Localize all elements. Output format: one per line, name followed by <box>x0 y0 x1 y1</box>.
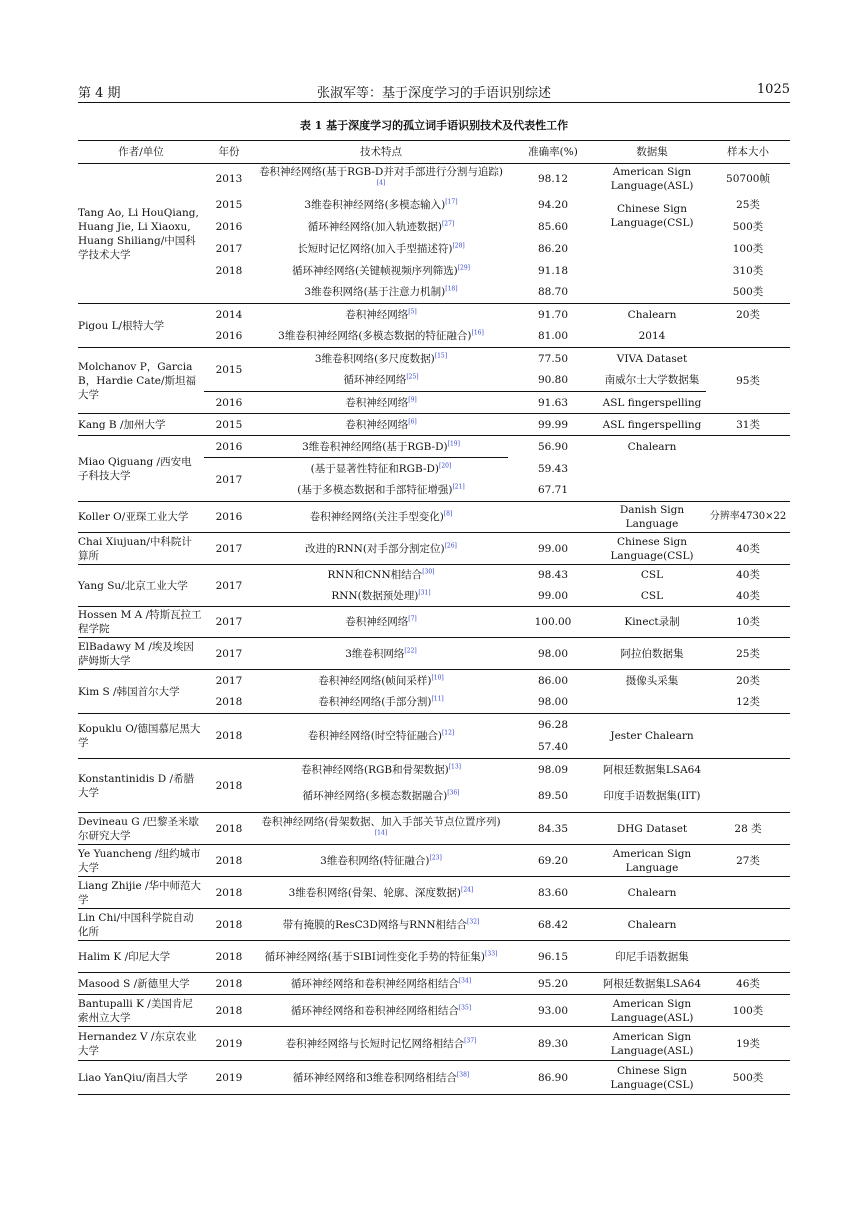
table-row <box>78 670 790 692</box>
size-cell: 50700帧 <box>706 164 790 194</box>
accuracy-cell: 88.70 <box>537 286 569 299</box>
year-cell: 2018 <box>204 813 254 845</box>
author-cell: Hossen M A /特斯瓦拉工程学院 <box>78 607 204 638</box>
accuracy-cell: 85.60 <box>537 220 569 233</box>
author-cell: Pigou L/根特大学 <box>78 304 204 348</box>
accuracy-cell: 98.00 <box>537 696 569 709</box>
dataset-cell: Chalearn <box>598 436 706 458</box>
size-cell: 100类 <box>732 242 764 255</box>
year-cell: 2016 <box>215 330 243 343</box>
author-cell: Molchanov P，Garcia B，Hardie Cate/斯坦福大学 <box>78 348 204 414</box>
page-number: 1025 <box>756 82 790 97</box>
author-cell: Lin Chi/中国科学院自动化所 <box>78 909 204 941</box>
accuracy-cell: 98.43 <box>508 565 598 586</box>
reference-link[interactable]: [7] <box>408 615 417 623</box>
dataset-cell: Jester Chalearn <box>598 714 706 759</box>
year-cell: 2018 <box>204 909 254 941</box>
dataset-cell: Chinese Sign Language(CSL) <box>610 202 694 229</box>
tech-cell: 卷积神经网络(帧间采样)[10] <box>254 670 508 692</box>
table-row <box>78 973 790 995</box>
dataset-cell: Kinect录制 <box>598 607 706 638</box>
page-header <box>78 80 790 102</box>
year-cell: 2014 <box>204 304 254 326</box>
year-cell: 2016 <box>204 436 254 458</box>
size-cell: 100类 <box>706 995 790 1027</box>
reference-link[interactable]: [22] <box>404 647 417 654</box>
tech-cell: 循环神经网络[25] <box>343 373 419 387</box>
table-row <box>78 502 790 533</box>
accuracy-cell: 86.20 <box>537 242 569 255</box>
tech-cell: 卷积神经网络(时空特征融合)[12] <box>254 714 508 759</box>
year-cell: 2019 <box>204 1061 254 1095</box>
size-cell <box>706 909 790 941</box>
table-row <box>78 533 790 565</box>
col-header-accuracy: 准确率(%) <box>508 141 598 164</box>
tech-cell: 卷积神经网络(手部分割)[11] <box>318 695 444 709</box>
size-cell <box>706 480 790 502</box>
year-cell: 2017 <box>204 670 254 692</box>
reference-link[interactable]: [30] <box>422 568 435 576</box>
author-cell: Miao Qiguang /西安电子科技大学 <box>78 436 204 502</box>
size-cell: 310类 <box>732 264 764 277</box>
accuracy-cell: 93.00 <box>508 995 598 1027</box>
tech-cell: 3维卷积神经网络(基于RGB-D)[19] <box>254 436 508 458</box>
size-cell: 46类 <box>706 973 790 995</box>
size-cell <box>706 714 790 759</box>
table-row <box>78 995 790 1027</box>
dataset-cell: 南威尔士大学数据集 <box>604 374 700 387</box>
accuracy-cell: 89.30 <box>508 1027 598 1061</box>
dataset-cell: 阿拉伯数据集 <box>598 638 706 670</box>
tech-cell: 改进的RNN(对手部分割定位)[26] <box>254 533 508 565</box>
reference-link[interactable]: [32] <box>467 918 480 925</box>
accuracy-cell: 89.50 <box>537 790 569 803</box>
reference-link[interactable]: [31] <box>418 589 431 597</box>
dataset-cell: ASL fingerspelling <box>598 392 706 414</box>
tech-cell: 卷积神经网络[6] <box>254 414 508 436</box>
size-cell: 500类 <box>732 286 764 299</box>
tech-cell: 循环神经网络和卷积神经网络相结合[35] <box>254 995 508 1027</box>
year-cell: 2017 <box>204 607 254 638</box>
year-cell: 2018 <box>204 845 254 877</box>
dataset-cell: American Sign Language(ASL) <box>598 164 706 194</box>
tech-cell: 3维卷积网络(骨架、轮廓、深度数据)[24] <box>254 877 508 909</box>
size-cell <box>706 326 790 348</box>
accuracy-cell: 67.71 <box>537 484 569 497</box>
tech-cell: 循环神经网络(多模态数据融合)[36] <box>302 789 460 803</box>
size-cell: 20类 <box>706 670 790 692</box>
tech-cell: 循环神经网络和卷积神经网络相结合[34] <box>254 973 508 995</box>
tech-cell: 卷积神经网络(骨架数据、加入手部关节点位置序列)[14] <box>254 813 508 845</box>
dataset-cell <box>598 282 706 304</box>
table-row <box>78 813 790 845</box>
size-cell <box>706 781 790 813</box>
reference-link[interactable]: [37] <box>464 1037 477 1044</box>
accuracy-cell: 56.90 <box>508 436 598 458</box>
size-cell: 40类 <box>736 589 760 602</box>
tech-cell: 3维卷积网络(多尺度数据)[15] <box>254 348 508 370</box>
col-header-author: 作者/单位 <box>78 141 204 164</box>
year-cell: 2018 <box>215 696 243 709</box>
size-cell: 40类 <box>706 533 790 565</box>
size-cell <box>706 941 790 973</box>
table-row <box>78 759 790 781</box>
size-cell: 25类 <box>706 638 790 670</box>
year-cell: 2016 <box>215 220 243 233</box>
reference-link[interactable]: [33] <box>485 950 498 957</box>
size-cell: 12类 <box>736 696 760 709</box>
dataset-cell: DHG Dataset <box>598 813 706 845</box>
table-row <box>78 638 790 670</box>
author-cell: Liao YanQiu/南昌大学 <box>78 1061 204 1095</box>
data-table <box>78 140 790 1095</box>
dataset-cell <box>598 260 706 282</box>
reference-link[interactable]: [29] <box>457 264 471 271</box>
tech-cell: 3维卷积神经网络(多模态数据的特征融合)[16] <box>278 329 484 343</box>
accuracy-cell: 98.00 <box>508 638 598 670</box>
size-cell: 27类 <box>706 845 790 877</box>
reference-link[interactable]: [19] <box>447 440 460 447</box>
year-cell: 2018 <box>204 714 254 759</box>
table-row <box>78 348 790 370</box>
year-cell: 2017 <box>215 242 243 255</box>
year-cell: 2018 <box>204 877 254 909</box>
accuracy-cell: 99.00 <box>508 533 598 565</box>
author-cell: Masood S /新德里大学 <box>78 973 204 995</box>
tech-cell: 卷积神经网络(RGB和骨架数据)[13] <box>254 759 508 781</box>
table-row <box>78 164 790 194</box>
header-rule <box>78 102 790 103</box>
dataset-cell: Chinese Sign Language(CSL) <box>598 1061 706 1095</box>
year-cell: 2018 <box>215 264 243 277</box>
dataset-cell <box>598 458 706 480</box>
dataset-cell: American Sign Language(ASL) <box>598 1027 706 1061</box>
reference-link[interactable]: [26] <box>444 542 457 549</box>
col-header-year: 年份 <box>204 141 254 164</box>
reference-link[interactable]: [13] <box>448 763 462 771</box>
accuracy-cell: 68.42 <box>508 909 598 941</box>
accuracy-cell: 98.09 <box>508 759 598 781</box>
accuracy-cell <box>508 502 598 533</box>
dataset-cell: Chalearn <box>598 877 706 909</box>
dataset-cell: 印度手语数据集(IIT) <box>603 790 701 803</box>
tech-cell: RNN(数据预处理)[31] <box>331 589 431 602</box>
reference-link[interactable]: [21] <box>452 483 465 491</box>
size-cell <box>706 436 790 458</box>
size-cell <box>706 458 790 480</box>
reference-link[interactable]: [17] <box>445 198 458 205</box>
table-caption: 表 1 基于深度学习的孤立词手语识别技术及代表性工作 <box>299 119 569 132</box>
size-cell: 10类 <box>706 607 790 638</box>
year-cell: 2015 <box>215 198 243 211</box>
size-cell: 分辨率4730×22 <box>706 502 790 533</box>
reference-link[interactable]: [27] <box>441 220 455 227</box>
table-row <box>78 436 790 458</box>
reference-link[interactable]: [36] <box>447 789 460 797</box>
tech-cell: 卷积神经网络[7] <box>254 607 508 638</box>
accuracy-cell: 86.90 <box>508 1061 598 1095</box>
tech-cell: 卷积神经网络与长短时记忆网络相结合[37] <box>254 1027 508 1061</box>
accuracy-cell: 95.20 <box>508 973 598 995</box>
dataset-cell: 2014 <box>638 330 666 343</box>
author-cell: Devineau G /巴黎圣米歇尔研究大学 <box>78 813 204 845</box>
author-cell: Koller O/亚琛工业大学 <box>78 502 204 533</box>
year-cell: 2018 <box>204 973 254 995</box>
author-cell: Hernandez V /东京农业大学 <box>78 1027 204 1061</box>
author-cell: Tang Ao, Li HouQiang, Huang Jie, Li Xiaoxu, Huang Shiliang/中国科学技术大学 <box>78 164 204 304</box>
dataset-cell: American Sign Language <box>598 845 706 877</box>
dataset-cell: American Sign Language(ASL) <box>598 995 706 1027</box>
size-cell: 19类 <box>706 1027 790 1061</box>
dataset-cell: ASL fingerspelling <box>598 414 706 436</box>
table-row <box>78 1027 790 1061</box>
year-cell: 2017 <box>204 565 254 607</box>
accuracy-cell: 99.00 <box>537 589 569 602</box>
author-cell: Ye Yuancheng /纽约城市大学 <box>78 845 204 877</box>
year-cell: 2017 <box>204 533 254 565</box>
accuracy-cell: 91.18 <box>537 264 569 277</box>
dataset-cell: 阿根廷数据集LSA64 <box>598 973 706 995</box>
dataset-cell <box>598 480 706 502</box>
table-row <box>78 304 790 326</box>
year-cell: 2015 <box>204 414 254 436</box>
tech-cell: 带有掩膜的ResC3D网络与RNN相结合[32] <box>254 909 508 941</box>
accuracy-cell: 84.35 <box>508 813 598 845</box>
year-cell: 2016 <box>204 392 254 414</box>
year-cell: 2018 <box>204 759 254 813</box>
accuracy-cell: 83.60 <box>508 877 598 909</box>
tech-cell: 长短时记忆网络(加入手型描述符)[28] <box>297 242 465 255</box>
reference-link[interactable]: [34] <box>458 977 472 984</box>
accuracy-cell: 96.15 <box>508 941 598 973</box>
accuracy-cell: 100.00 <box>508 607 598 638</box>
accuracy-cell: 81.00 <box>537 330 569 343</box>
author-cell: Liang Zhijie /华中师范大学 <box>78 877 204 909</box>
dataset-cell: Chalearn <box>598 304 706 326</box>
accuracy-cell: 90.80 <box>537 374 569 387</box>
size-cell: 40类 <box>706 565 790 586</box>
dataset-cell: Chalearn <box>598 909 706 941</box>
table-row <box>78 877 790 909</box>
reference-link[interactable]: [35] <box>458 1004 472 1011</box>
tech-cell: 3维卷积网络[22] <box>254 638 508 670</box>
size-cell <box>706 759 790 781</box>
accuracy-cell: 99.99 <box>508 414 598 436</box>
year-cell: 2015 <box>204 348 254 392</box>
reference-link[interactable]: [9] <box>408 396 417 403</box>
accuracy-cell: 86.00 <box>508 670 598 692</box>
tech-cell: 3维卷积网络(基于注意力机制)[18] <box>304 285 458 299</box>
accuracy-cell: 91.63 <box>508 392 598 414</box>
table-row <box>78 414 790 436</box>
table-row <box>78 1061 790 1095</box>
dataset-cell: 印尼手语数据集 <box>598 941 706 973</box>
reference-link[interactable]: [20] <box>439 462 452 470</box>
size-cell: 95类 <box>706 348 790 414</box>
size-cell: 500类 <box>706 1061 790 1095</box>
author-cell: ElBadawy M /埃及埃因萨姆斯大学 <box>78 638 204 670</box>
dataset-cell: 摄像头采集 <box>598 670 706 692</box>
reference-link[interactable]: [16] <box>471 329 484 337</box>
reference-link[interactable]: [11] <box>431 695 444 703</box>
size-cell: 500类 <box>732 220 764 233</box>
accuracy-cell: 59.43 <box>537 462 569 475</box>
accuracy-cell: 57.40 <box>537 741 569 754</box>
table-row <box>78 607 790 638</box>
tech-cell: 卷积神经网络(关注手型变化)[8] <box>254 502 508 533</box>
col-header-dataset: 数据集 <box>598 141 706 164</box>
table-header-row <box>78 141 790 164</box>
size-cell: 31类 <box>706 414 790 436</box>
dataset-cell: VIVA Dataset <box>598 348 706 370</box>
col-header-tech: 技术特点 <box>254 141 508 164</box>
accuracy-cell: 69.20 <box>508 845 598 877</box>
accuracy-cell: 91.70 <box>508 304 598 326</box>
accuracy-cell: 77.50 <box>508 348 598 370</box>
size-cell: 25类 <box>736 198 760 211</box>
tech-cell: 卷积神经网络[5] <box>254 304 508 326</box>
col-header-size: 样本大小 <box>706 141 790 164</box>
reference-link[interactable]: [4] <box>376 179 386 187</box>
reference-link[interactable]: [25] <box>406 373 419 381</box>
reference-link[interactable]: [12] <box>441 729 455 737</box>
tech-cell: (基于多模态数据和手部特征增强)[21] <box>297 483 465 497</box>
dataset-cell: Chinese Sign Language(CSL) <box>598 533 706 565</box>
year-cell: 2018 <box>204 941 254 973</box>
author-cell: Kang B /加州大学 <box>78 414 204 436</box>
size-cell <box>706 877 790 909</box>
tech-cell: 循环神经网络(加入轨迹数据)[27] <box>307 220 455 233</box>
year-cell <box>204 282 254 304</box>
reference-link[interactable]: [23] <box>429 854 442 861</box>
tech-cell: 循环神经网络(基于SIBI词性变化手势的特征集)[33] <box>254 941 508 973</box>
size-cell: 20类 <box>706 304 790 326</box>
year-cell: 2017 <box>204 638 254 670</box>
tech-cell: 3维卷积神经网络(多模态输入)[17] <box>304 198 458 211</box>
year-cell: 2017 <box>204 458 254 502</box>
reference-link[interactable]: [6] <box>408 418 417 425</box>
author-cell: Kim S /韩国首尔大学 <box>78 670 204 714</box>
dataset-cell <box>598 238 706 260</box>
tech-cell: 循环神经网络(关键帧视频序列筛选)[29] <box>291 264 471 277</box>
size-cell: 28 类 <box>706 813 790 845</box>
accuracy-cell: 94.20 <box>537 198 569 211</box>
reference-link[interactable]: [38] <box>456 1071 470 1078</box>
dataset-cell: 阿根廷数据集LSA64 <box>598 759 706 781</box>
reference-link[interactable]: [14] <box>374 829 388 836</box>
reference-link[interactable]: [8] <box>443 510 453 518</box>
year-cell: 2018 <box>204 995 254 1027</box>
dataset-cell <box>598 692 706 714</box>
year-cell: 2019 <box>204 1027 254 1061</box>
table-row <box>78 941 790 973</box>
table-row <box>78 714 790 737</box>
reference-link[interactable]: [5] <box>408 308 417 316</box>
year-cell: 2016 <box>204 502 254 533</box>
table-row <box>78 909 790 941</box>
tech-cell: 卷积神经网络(基于RGB-D并对手部进行分割与追踪)[4] <box>254 164 508 194</box>
running-title: 张淑军等：基于深度学习的手语识别综述 <box>316 86 551 101</box>
tech-cell: 卷积神经网络[9] <box>254 392 508 414</box>
tech-cell: 循环神经网络和3维卷积网络相结合[38] <box>254 1061 508 1095</box>
reference-link[interactable]: [24] <box>461 886 474 893</box>
tech-cell: RNN和CNN相结合[30] <box>254 565 508 586</box>
table-row <box>78 565 790 586</box>
table-row <box>78 845 790 877</box>
reference-link[interactable]: [15] <box>434 352 448 360</box>
tech-cell: 3维卷积网络(特征融合)[23] <box>254 845 508 877</box>
author-cell: Chai Xiujuan/中科院计算所 <box>78 533 204 565</box>
dataset-cell: CSL <box>640 589 664 602</box>
author-cell: Konstantinidis D /希腊大学 <box>78 759 204 813</box>
reference-link[interactable]: [28] <box>452 242 465 249</box>
author-cell: Yang Su/北京工业大学 <box>78 565 204 607</box>
accuracy-cell: 96.28 <box>508 714 598 737</box>
tech-cell: (基于显著性特征和RGB-D)[20] <box>254 458 508 480</box>
dataset-cell: Danish Sign Language <box>598 502 706 533</box>
reference-link[interactable]: [10] <box>431 674 444 682</box>
accuracy-cell: 98.12 <box>508 164 598 194</box>
issue-label: 第 4 期 <box>78 86 121 101</box>
author-cell: Kopuklu O/德国慕尼黑大学 <box>78 714 204 759</box>
author-cell: Bantupalli K /美国肯尼索州立大学 <box>78 995 204 1027</box>
dataset-cell: CSL <box>598 565 706 586</box>
author-cell: Halim K /印尼大学 <box>78 941 204 973</box>
year-cell: 2013 <box>204 164 254 194</box>
reference-link[interactable]: [18] <box>445 285 458 293</box>
